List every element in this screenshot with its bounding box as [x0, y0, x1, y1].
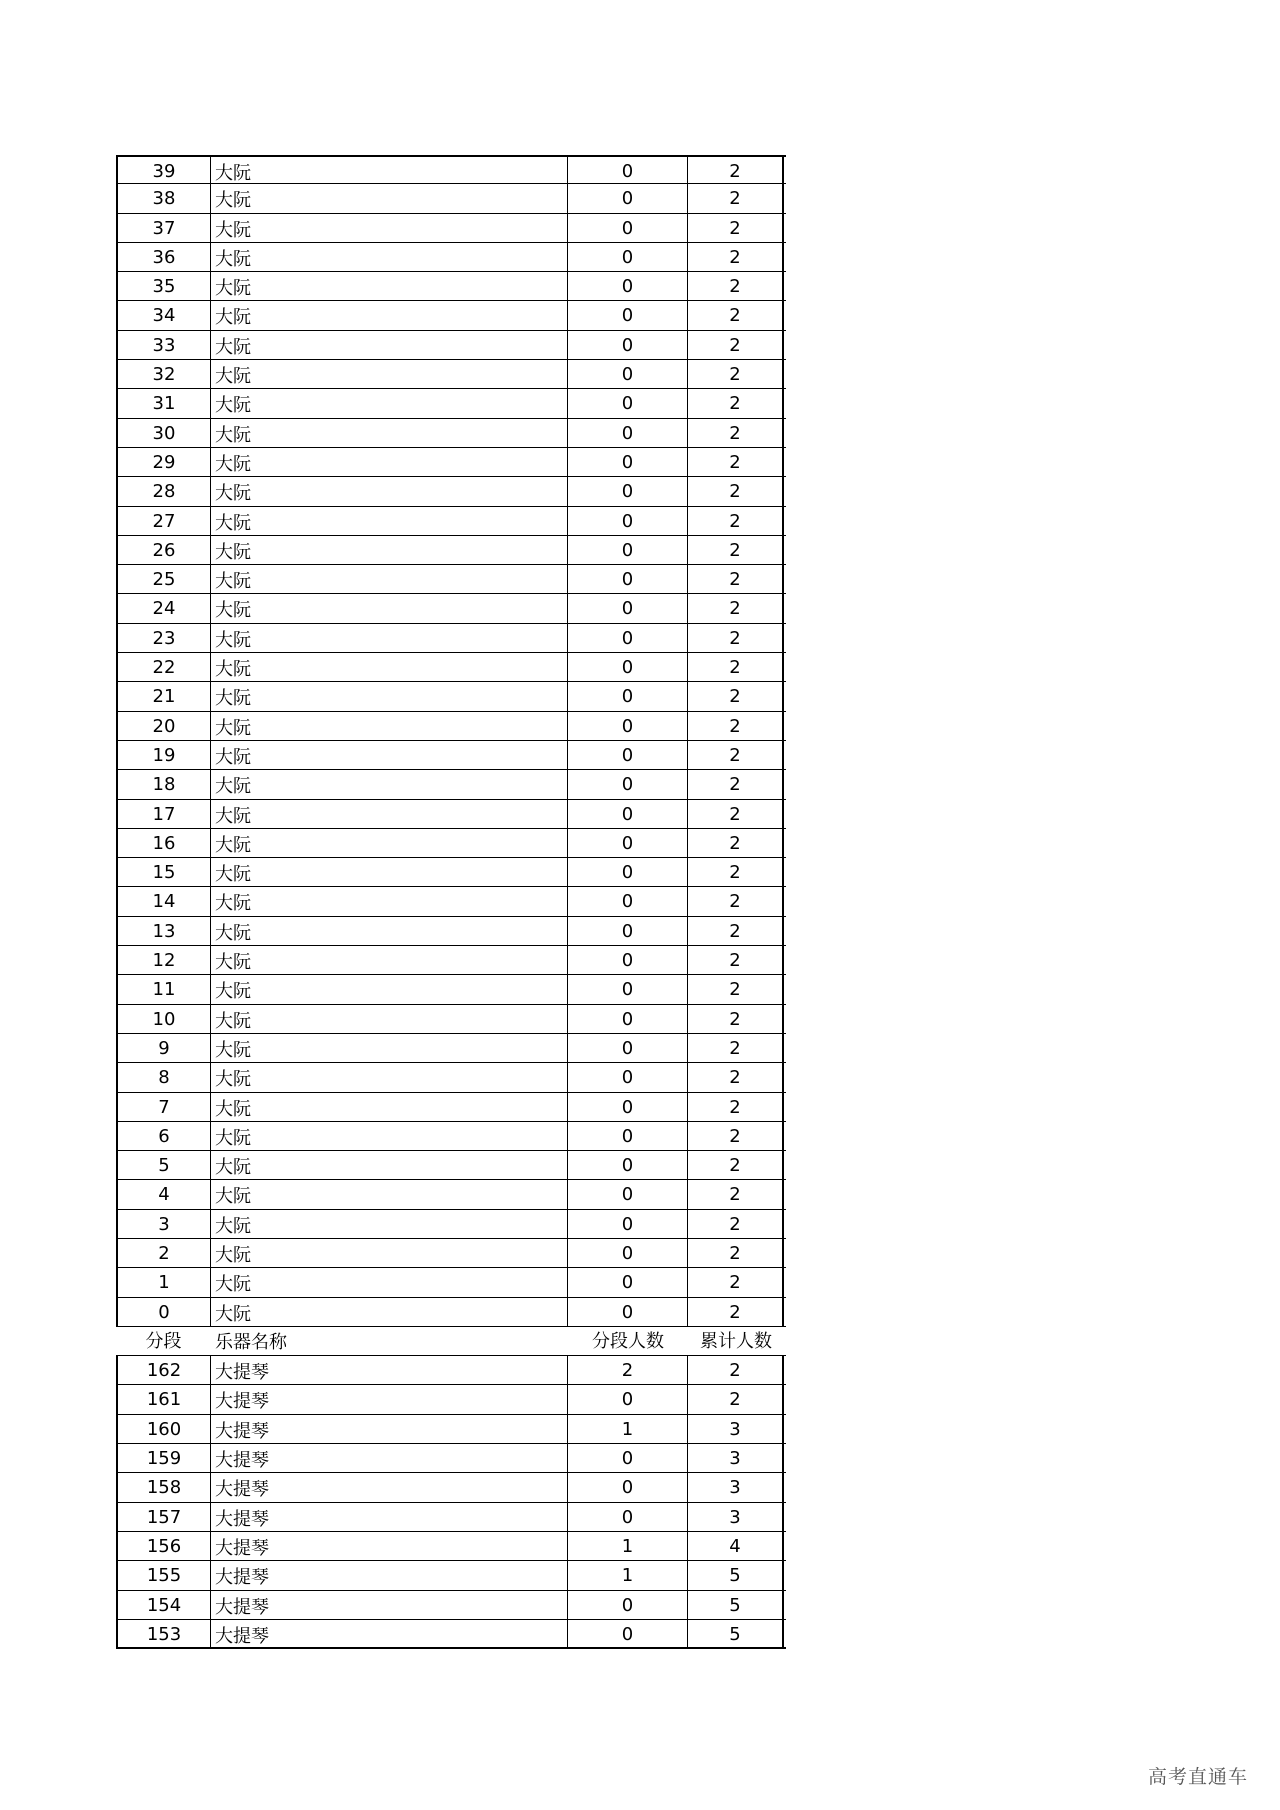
count-cell: 0 — [568, 594, 688, 622]
score-cell: 16 — [116, 829, 211, 857]
count-cell: 0 — [568, 331, 688, 359]
score-cell: 157 — [116, 1503, 211, 1531]
table-row — [116, 858, 786, 887]
count-cell: 0 — [568, 389, 688, 417]
count-cell: 0 — [568, 1034, 688, 1062]
cumulative-cell: 2 — [688, 682, 784, 710]
count-cell: 0 — [568, 272, 688, 300]
count-cell: 0 — [568, 1063, 688, 1091]
count-cell: 0 — [568, 1385, 688, 1413]
instrument-cell: 大提琴 — [211, 1591, 568, 1619]
table-row — [116, 536, 786, 565]
cumulative-cell: 2 — [688, 975, 784, 1003]
score-cell: 24 — [116, 594, 211, 622]
instrument-cell: 大阮 — [211, 507, 568, 535]
count-cell: 0 — [568, 507, 688, 535]
instrument-cell: 大阮 — [211, 272, 568, 300]
table-header-row — [116, 1327, 786, 1356]
score-cell: 25 — [116, 565, 211, 593]
count-cell: 0 — [568, 887, 688, 915]
table-row — [116, 272, 786, 301]
score-cell: 36 — [116, 243, 211, 271]
count-cell: 0 — [568, 770, 688, 798]
score-cell: 8 — [116, 1063, 211, 1091]
score-cell: 0 — [116, 1298, 211, 1326]
table-row — [116, 184, 786, 213]
score-cell: 1 — [116, 1268, 211, 1296]
cumulative-cell: 2 — [688, 360, 784, 388]
score-cell: 37 — [116, 214, 211, 242]
score-cell: 30 — [116, 419, 211, 447]
table-row — [116, 1620, 786, 1649]
cumulative-cell: 2 — [688, 477, 784, 505]
count-cell: 1 — [568, 1532, 688, 1560]
instrument-cell: 大提琴 — [211, 1356, 568, 1384]
cumulative-cell: 2 — [688, 917, 784, 945]
instrument-cell: 大阮 — [211, 975, 568, 1003]
score-cell: 161 — [116, 1385, 211, 1413]
cumulative-cell: 2 — [688, 1239, 784, 1267]
table-row — [116, 770, 786, 799]
count-cell: 0 — [568, 419, 688, 447]
count-cell: 0 — [568, 858, 688, 886]
instrument-cell: 大阮 — [211, 360, 568, 388]
column-header: 乐器名称 — [215, 1331, 287, 1353]
cumulative-cell: 3 — [688, 1444, 784, 1472]
score-cell: 159 — [116, 1444, 211, 1472]
instrument-cell: 大阮 — [211, 800, 568, 828]
instrument-cell: 大阮 — [211, 331, 568, 359]
instrument-cell: 大阮 — [211, 448, 568, 476]
cumulative-cell: 2 — [688, 331, 784, 359]
score-table — [116, 155, 786, 1649]
count-cell: 0 — [568, 1503, 688, 1531]
cumulative-cell: 2 — [688, 858, 784, 886]
score-cell: 5 — [116, 1151, 211, 1179]
table-row — [116, 1239, 786, 1268]
cumulative-cell: 2 — [688, 1180, 784, 1208]
table-row — [116, 1444, 786, 1473]
count-cell: 0 — [568, 214, 688, 242]
cumulative-cell: 2 — [688, 1005, 784, 1033]
table-row — [116, 1210, 786, 1239]
instrument-cell: 大阮 — [211, 1239, 568, 1267]
cumulative-cell: 2 — [688, 536, 784, 564]
score-cell: 3 — [116, 1210, 211, 1238]
cumulative-cell: 2 — [688, 624, 784, 652]
count-cell: 0 — [568, 157, 688, 183]
column-header: 分段人数 — [592, 1330, 664, 1352]
table-row — [116, 1063, 786, 1092]
score-cell: 33 — [116, 331, 211, 359]
table-row — [116, 1034, 786, 1063]
score-cell: 9 — [116, 1034, 211, 1062]
cumulative-cell: 2 — [688, 829, 784, 857]
table-row — [116, 1415, 786, 1444]
cumulative-cell: 2 — [688, 157, 784, 183]
score-cell: 38 — [116, 184, 211, 212]
table-row — [116, 448, 786, 477]
table-row — [116, 1473, 786, 1502]
cumulative-cell: 2 — [688, 243, 784, 271]
cumulative-cell: 2 — [688, 1385, 784, 1413]
score-cell: 162 — [116, 1356, 211, 1384]
cumulative-cell: 2 — [688, 1298, 784, 1326]
cumulative-cell: 2 — [688, 741, 784, 769]
score-cell: 28 — [116, 477, 211, 505]
count-cell: 0 — [568, 829, 688, 857]
instrument-cell: 大阮 — [211, 770, 568, 798]
count-cell: 0 — [568, 975, 688, 1003]
count-cell: 0 — [568, 448, 688, 476]
table-row — [116, 946, 786, 975]
cumulative-cell: 2 — [688, 1268, 784, 1296]
score-cell: 20 — [116, 712, 211, 740]
instrument-cell: 大阮 — [211, 243, 568, 271]
cumulative-cell: 2 — [688, 887, 784, 915]
score-cell: 29 — [116, 448, 211, 476]
score-cell: 39 — [116, 157, 211, 183]
table-row — [116, 1591, 786, 1620]
score-cell: 19 — [116, 741, 211, 769]
count-cell: 0 — [568, 1005, 688, 1033]
instrument-cell: 大提琴 — [211, 1561, 568, 1589]
instrument-cell: 大阮 — [211, 1180, 568, 1208]
instrument-cell: 大提琴 — [211, 1473, 568, 1501]
count-cell: 0 — [568, 477, 688, 505]
count-cell: 0 — [568, 1093, 688, 1121]
count-cell: 0 — [568, 536, 688, 564]
score-cell: 17 — [116, 800, 211, 828]
count-cell: 1 — [568, 1561, 688, 1589]
table-row — [116, 1093, 786, 1122]
instrument-cell: 大阮 — [211, 1063, 568, 1091]
score-cell: 18 — [116, 770, 211, 798]
score-cell: 156 — [116, 1532, 211, 1560]
cumulative-cell: 2 — [688, 272, 784, 300]
cumulative-cell: 2 — [688, 389, 784, 417]
table-row — [116, 360, 786, 389]
score-cell: 158 — [116, 1473, 211, 1501]
score-cell: 160 — [116, 1415, 211, 1443]
cumulative-cell: 2 — [688, 507, 784, 535]
instrument-cell: 大阮 — [211, 1151, 568, 1179]
instrument-cell: 大阮 — [211, 887, 568, 915]
instrument-cell: 大阮 — [211, 419, 568, 447]
cumulative-cell: 2 — [688, 214, 784, 242]
count-cell: 0 — [568, 1268, 688, 1296]
count-cell: 0 — [568, 682, 688, 710]
table-row — [116, 1122, 786, 1151]
instrument-cell: 大阮 — [211, 1298, 568, 1326]
score-cell: 35 — [116, 272, 211, 300]
instrument-cell: 大阮 — [211, 829, 568, 857]
count-cell: 1 — [568, 1415, 688, 1443]
score-cell: 12 — [116, 946, 211, 974]
table-row — [116, 1268, 786, 1297]
table-row — [116, 1532, 786, 1561]
count-cell: 0 — [568, 946, 688, 974]
table-row — [116, 1180, 786, 1209]
score-cell: 7 — [116, 1093, 211, 1121]
cumulative-cell: 2 — [688, 184, 784, 212]
table-row — [116, 389, 786, 418]
score-cell: 34 — [116, 301, 211, 329]
cumulative-cell: 3 — [688, 1473, 784, 1501]
cumulative-cell: 2 — [688, 594, 784, 622]
instrument-cell: 大阮 — [211, 858, 568, 886]
count-cell: 0 — [568, 1444, 688, 1472]
count-cell: 0 — [568, 800, 688, 828]
instrument-cell: 大阮 — [211, 477, 568, 505]
count-cell: 0 — [568, 1122, 688, 1150]
cumulative-cell: 2 — [688, 1151, 784, 1179]
table-row — [116, 1356, 786, 1385]
count-cell: 0 — [568, 624, 688, 652]
cumulative-cell: 2 — [688, 1210, 784, 1238]
watermark: 高考直通车 — [1148, 1766, 1249, 1788]
instrument-cell: 大阮 — [211, 946, 568, 974]
instrument-cell: 大阮 — [211, 214, 568, 242]
cumulative-cell: 2 — [688, 770, 784, 798]
cumulative-cell: 2 — [688, 1122, 784, 1150]
score-cell: 26 — [116, 536, 211, 564]
table-row — [116, 565, 786, 594]
cumulative-cell: 2 — [688, 653, 784, 681]
instrument-cell: 大阮 — [211, 917, 568, 945]
count-cell: 0 — [568, 1180, 688, 1208]
score-cell: 13 — [116, 917, 211, 945]
instrument-cell: 大提琴 — [211, 1444, 568, 1472]
instrument-cell: 大阮 — [211, 565, 568, 593]
count-cell: 0 — [568, 1298, 688, 1326]
table-row — [116, 301, 786, 330]
cumulative-cell: 2 — [688, 1063, 784, 1091]
score-cell: 15 — [116, 858, 211, 886]
instrument-cell: 大阮 — [211, 653, 568, 681]
instrument-cell: 大提琴 — [211, 1385, 568, 1413]
cumulative-cell: 3 — [688, 1503, 784, 1531]
count-cell: 2 — [568, 1356, 688, 1384]
table-row — [116, 829, 786, 858]
instrument-cell: 大阮 — [211, 682, 568, 710]
score-cell: 23 — [116, 624, 211, 652]
table-row — [116, 155, 786, 184]
table-row — [116, 507, 786, 536]
instrument-cell: 大阮 — [211, 157, 568, 183]
table-row — [116, 682, 786, 711]
instrument-cell: 大提琴 — [211, 1620, 568, 1647]
table-row — [116, 1151, 786, 1180]
instrument-cell: 大阮 — [211, 1034, 568, 1062]
column-header: 累计人数 — [700, 1330, 772, 1352]
cumulative-cell: 2 — [688, 301, 784, 329]
cumulative-cell: 2 — [688, 1034, 784, 1062]
instrument-cell: 大阮 — [211, 389, 568, 417]
cumulative-cell: 2 — [688, 448, 784, 476]
table-row — [116, 1385, 786, 1414]
score-cell: 6 — [116, 1122, 211, 1150]
instrument-cell: 大阮 — [211, 1210, 568, 1238]
count-cell: 0 — [568, 1239, 688, 1267]
cumulative-cell: 2 — [688, 946, 784, 974]
cumulative-cell: 2 — [688, 565, 784, 593]
table-row — [116, 975, 786, 1004]
table-row — [116, 741, 786, 770]
table-row — [116, 594, 786, 623]
table-row — [116, 800, 786, 829]
instrument-cell: 大阮 — [211, 184, 568, 212]
count-cell: 0 — [568, 565, 688, 593]
cumulative-cell: 5 — [688, 1591, 784, 1619]
instrument-cell: 大阮 — [211, 1093, 568, 1121]
cumulative-cell: 3 — [688, 1415, 784, 1443]
instrument-cell: 大阮 — [211, 1268, 568, 1296]
instrument-cell: 大阮 — [211, 624, 568, 652]
cumulative-cell: 4 — [688, 1532, 784, 1560]
score-cell: 31 — [116, 389, 211, 417]
table-row — [116, 712, 786, 741]
instrument-cell: 大阮 — [211, 301, 568, 329]
instrument-cell: 大阮 — [211, 741, 568, 769]
cumulative-cell: 2 — [688, 712, 784, 740]
cumulative-cell: 5 — [688, 1561, 784, 1589]
table-row — [116, 477, 786, 506]
score-cell: 11 — [116, 975, 211, 1003]
count-cell: 0 — [568, 1591, 688, 1619]
table-row — [116, 624, 786, 653]
count-cell: 0 — [568, 917, 688, 945]
count-cell: 0 — [568, 360, 688, 388]
score-cell: 32 — [116, 360, 211, 388]
count-cell: 0 — [568, 653, 688, 681]
table-row — [116, 1298, 786, 1327]
table-row — [116, 1561, 786, 1590]
count-cell: 0 — [568, 301, 688, 329]
cumulative-cell: 5 — [688, 1620, 784, 1647]
score-cell: 155 — [116, 1561, 211, 1589]
score-cell: 153 — [116, 1620, 211, 1647]
table-row — [116, 1005, 786, 1034]
count-cell: 0 — [568, 184, 688, 212]
table-row — [116, 419, 786, 448]
table-row — [116, 887, 786, 916]
count-cell: 0 — [568, 243, 688, 271]
instrument-cell: 大阮 — [211, 594, 568, 622]
cumulative-cell: 2 — [688, 419, 784, 447]
score-cell: 21 — [116, 682, 211, 710]
score-cell: 22 — [116, 653, 211, 681]
count-cell: 0 — [568, 712, 688, 740]
cumulative-cell: 2 — [688, 800, 784, 828]
count-cell: 0 — [568, 1473, 688, 1501]
table-row — [116, 917, 786, 946]
score-cell: 27 — [116, 507, 211, 535]
table-row — [116, 653, 786, 682]
score-cell: 10 — [116, 1005, 211, 1033]
table-row — [116, 214, 786, 243]
cumulative-cell: 2 — [688, 1093, 784, 1121]
instrument-cell: 大阮 — [211, 536, 568, 564]
score-cell: 2 — [116, 1239, 211, 1267]
instrument-cell: 大阮 — [211, 1122, 568, 1150]
cumulative-cell: 2 — [688, 1356, 784, 1384]
instrument-cell: 大提琴 — [211, 1532, 568, 1560]
table-row — [116, 1503, 786, 1532]
score-cell: 154 — [116, 1591, 211, 1619]
count-cell: 0 — [568, 741, 688, 769]
score-cell: 14 — [116, 887, 211, 915]
column-header: 分段 — [145, 1330, 182, 1352]
count-cell: 0 — [568, 1210, 688, 1238]
count-cell: 0 — [568, 1620, 688, 1647]
instrument-cell: 大提琴 — [211, 1503, 568, 1531]
count-cell: 0 — [568, 1151, 688, 1179]
instrument-cell: 大阮 — [211, 1005, 568, 1033]
instrument-cell: 大阮 — [211, 712, 568, 740]
table-row — [116, 331, 786, 360]
table-row — [116, 243, 786, 272]
score-cell: 4 — [116, 1180, 211, 1208]
instrument-cell: 大提琴 — [211, 1415, 568, 1443]
